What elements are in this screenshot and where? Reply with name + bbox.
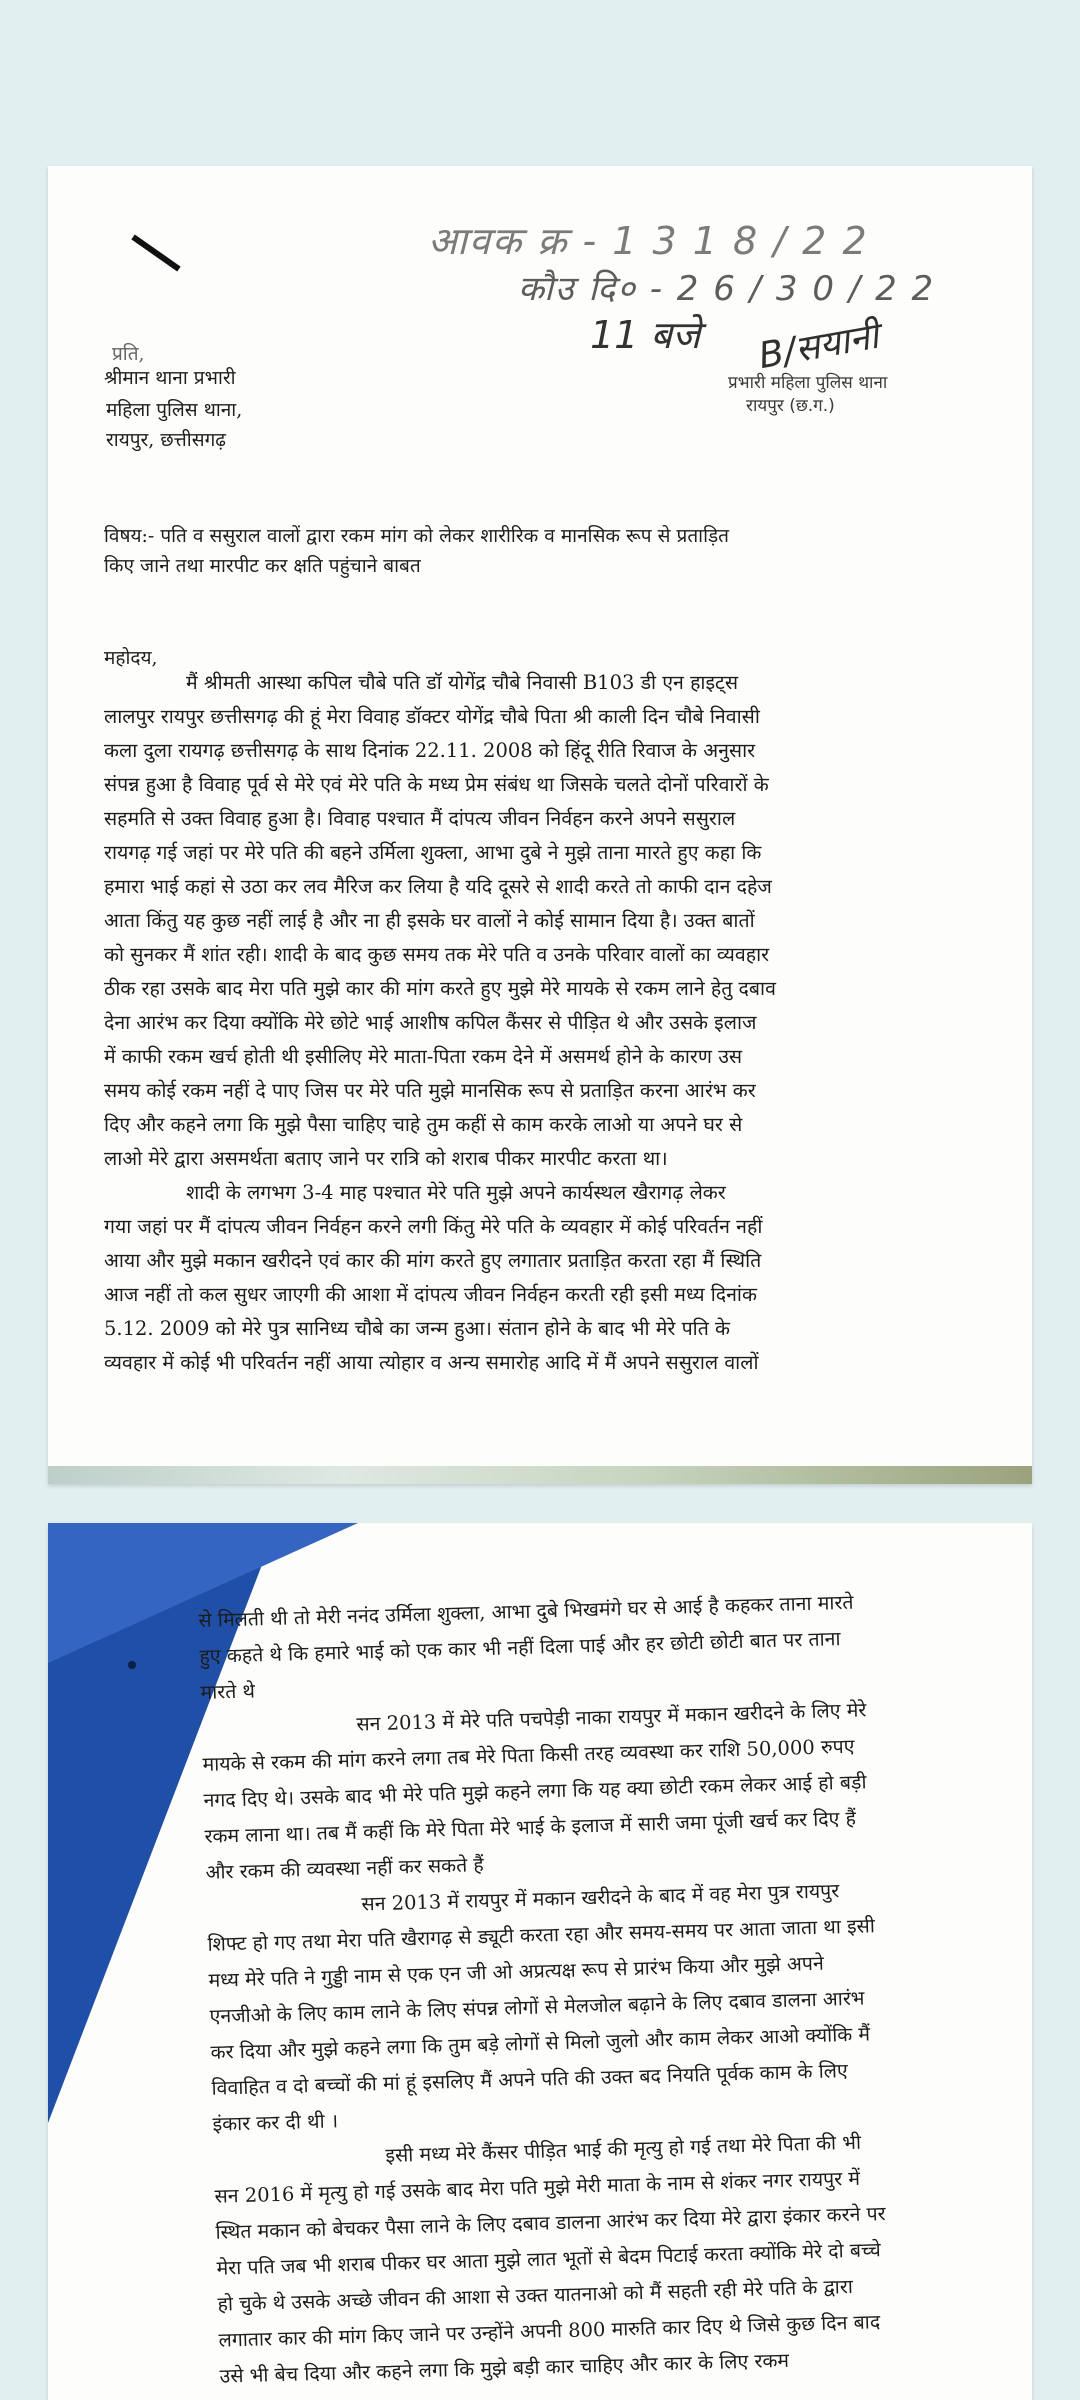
inward-date-handwriting: कौउ दि० - 2 6 / 3 0 / 2 2	[518, 269, 936, 309]
address-line-1: श्रीमान थाना प्रभारी	[104, 367, 236, 389]
body-line: ठीक रहा उसके बाद मेरा पति मुझे कार की मांग करते हुए मुझे मेरे मायके से रकम लाने हेतु दबाव	[104, 977, 776, 1000]
body-line: शादी के लगभग 3-4 माह पश्चात मेरे पति मुझे अपने कार्यस्थल खैरागढ़ लेकर	[186, 1181, 726, 1204]
body-line: कला दुला रायगढ़ छत्तीसगढ़ के साथ दिनांक 22.11. 2008 को हिंदू रीति रिवाज के अनुसार	[104, 739, 756, 762]
document-page-1	[48, 166, 1032, 1484]
subject-line-2: किए जाने तथा मारपीट कर क्षति पहुंचाने बाबत	[104, 555, 421, 577]
body-line: इंकार कर दी थी ।	[212, 2109, 339, 2136]
body-line: नगद दिए थे। उसके बाद भी मेरे पति मुझे कहने लगा कि यह क्या छोटी रकम लेकर आई हो बड़ी	[203, 1770, 867, 1812]
officer-signature: B/सयानी	[755, 315, 882, 378]
body-line: समय कोई रकम नहीं दे पाए जिस पर मेरे पति मुझे मानसिक रूप से प्रताड़ित करना आरंभ कर	[104, 1079, 756, 1102]
body-line: मारते थे	[200, 1679, 256, 1704]
body-line: सन 2016 में मृत्यु हो गई उसके बाद मेरा पति मुझे मेरी माता के नाम से शंकर नगर रायपुर में	[214, 2166, 861, 2208]
body-line: हुए कहते थे कि हमारे भाई को एक कार भी नहीं दिला पाई और हर छोटी छोटी बात पर ताना	[199, 1627, 841, 1668]
body-line: कर दिया और मुझे कहने लगा कि तुम बड़े लोगों से मिलो जुलो और काम लेकर आओ क्योंकि मैं	[210, 2022, 871, 2064]
letter-body-page-1	[104, 666, 864, 1380]
body-line: मैं श्रीमती आस्था कपिल चौबे पति डॉ योगेंद्र चौबे निवासी B103 डी एन हाइट्स	[186, 671, 739, 694]
body-line: आया और मुझे मकान खरीदने एवं कार की मांग करते हुए लगातार प्रताड़ित करता रहा मैं स्थिति	[104, 1249, 762, 1272]
body-line: सन 2013 में रायपुर में मकान खरीदने के बाद में वह मेरा पुत्र रायपुर	[361, 1879, 840, 1916]
address-line-3: रायपुर, छत्तीसगढ़	[106, 429, 226, 451]
body-line: शिफ्ट हो गए तथा मेरा पति खैरागढ़ से ड्यूटी करता रहा और समय-समय पर आता जाता था इसी	[207, 1914, 876, 1956]
body-line: संपन्न हुआ है विवाह पूर्व से मेरे एवं मेरे पति के मध्य प्रेम संबंध था जिसके चलते दोनों परिवारों के	[104, 773, 769, 796]
body-line: रकम लाना था। तब मैं कहीं कि मेरे पिता मेरे भाई के इलाज में सारी जमा पूंजी खर्च कर दिए हैं	[204, 1806, 857, 1848]
folder-rivet	[128, 1661, 136, 1669]
body-line: में काफी रकम खर्च होती थी इसीलिए मेरे माता-पिता रकम देने में असमर्थ होने के कारण उस	[104, 1045, 743, 1068]
body-line: देना आरंभ कर दिया क्योंकि मेरे छोटे भाई आशीष कपिल कैंसर से पीड़ित थे और उसके इलाज	[104, 1011, 757, 1034]
body-line: उसे भी बेच दिया और कहने लगा कि मुझे बड़ी कार चाहिए और कार के लिए रकम	[219, 2348, 790, 2388]
body-line: आज नहीं तो कल सुधर जाएगी की आशा में दांपत्य जीवन निर्वहन करती रही इसी मध्य दिनांक	[104, 1283, 757, 1306]
body-line: एनजीओ के लिए काम लाने के लिए संपन्न लोगों से मेलजोल बढ़ाने के लिए दबाव डालना आरंभ	[209, 1986, 865, 2028]
police-stamp-line2: रायपुर (छ.ग.)	[746, 396, 835, 416]
body-line: सन 2013 में मेरे पति पचपेड़ी नाका रायपुर में मकान खरीदने के लिए मेरे	[356, 1698, 867, 1736]
subject-line-1: विषय:- पति व ससुराल वालों द्वारा रकम मांग को लेकर शारीरिक व मानसिक रूप से प्रताड़ित	[104, 525, 730, 547]
body-line: हो चुके थे उसके अच्छे जीवन की आशा से उक्त यातनाओ को मैं सहती रही मेरे पति के द्वारा	[217, 2274, 854, 2316]
body-line: मेरा पति जब भी शराब पीकर घर आता मुझे लात भूतों से बेदम पिटाई करता क्योंकि मेरे दो बच्चे	[216, 2238, 882, 2280]
body-line: लाओ मेरे द्वारा असमर्थता बताए जाने पर रात्रि को शराब पीकर मारपीट करता था।	[104, 1147, 668, 1170]
time-handwriting: 11 बजे	[590, 313, 701, 357]
body-line: व्यवहार में कोई भी परिवर्तन नहीं आया त्योहार व अन्य समारोह आदि में मैं अपने ससुराल वालों	[104, 1351, 759, 1374]
body-line: गया जहां पर मैं दांपत्य जीवन निर्वहन करने लगी किंतु मेरे पति के व्यवहार में कोई परिवर्तन नहीं	[104, 1215, 763, 1238]
body-line: से मिलती थी तो मेरी ननंद उर्मिला शुक्ला, आभा दुबे भिखमंगे घर से आई है कहकर ताना मारते	[198, 1590, 854, 1632]
body-line: आता किंतु यह कुछ नहीं लाई है और ना ही इसके घर वालों ने कोई सामान दिया है। उक्त बातों	[104, 909, 755, 932]
inward-number-handwriting: आवक क्र - 1 3 1 8 / 2 2	[428, 219, 869, 263]
address-label: प्रति,	[112, 343, 145, 365]
salutation: महोदय,	[104, 647, 158, 669]
body-line: सहमति से उक्त विवाह हुआ है। विवाह पश्चात मैं दांपत्य जीवन निर्वहन करने अपने ससुराल	[104, 807, 736, 830]
body-line: लालपुर रायपुर छत्तीसगढ़ की हूं मेरा विवाह डॉक्टर योगेंद्र चौबे पिता श्री काली दिन चौबे निवासी	[104, 705, 760, 728]
body-line: और रकम की व्यवस्था नहीं कर सकते हैं	[205, 1853, 485, 1884]
police-stamp-line1: प्रभारी महिला पुलिस थाना	[728, 373, 888, 393]
letter-body-page-2	[198, 1582, 960, 2394]
body-line: 5.12. 2009 को मेरे पुत्र सानिध्य चौबे का जन्म हुआ। संतान होने के बाद भी मेरे पति के	[104, 1317, 730, 1340]
body-line: मायके से रकम की मांग करने लगा तब मेरे पिता किसी तरह व्यवस्था कर राशि 50,000 रुपए	[202, 1734, 855, 1776]
body-line: विवाहित व दो बच्चों की मां हूं इसलिए मैं अपने पति की उक्त बद नियति पूर्वक काम के लिए	[211, 2059, 849, 2100]
body-line: इसी मध्य मेरे कैंसर पीड़ित भाई की मृत्यु हो गई तथा मेरे पिता की भी	[385, 2130, 862, 2167]
document-page-2	[48, 1523, 1032, 2400]
body-line: दिए और कहने लगा कि मुझे पैसा चाहिए चाहे तुम कहीं से काम करके लाओ या अपने घर से	[104, 1113, 743, 1136]
body-line: रायगढ़ गई जहां पर मेरे पति की बहने उर्मिला शुक्ला, आभा दुबे ने मुझे ताना मारते हुए कहा कि	[104, 841, 762, 864]
body-line: हमारा भाई कहां से उठा कर लव मैरिज कर लिया है यदि दूसरे से शादी करते तो काफी दान दहेज	[104, 875, 772, 898]
scan-bottom-edge	[48, 1466, 1032, 1484]
body-line: स्थित मकान को बेचकर पैसा लाने के लिए दबाव डालना आरंभ कर दिया मेरे द्वारा इंकार करने पर	[215, 2202, 886, 2244]
pen-mark	[131, 234, 180, 271]
body-line: को सुनकर मैं शांत रही। शादी के बाद कुछ समय तक मेरे पति व उनके परिवार वालों का व्यवहार	[104, 943, 770, 966]
address-line-2: महिला पुलिस थाना,	[106, 399, 243, 421]
body-line: मध्य मेरे पति ने गुड्डी नाम से एक एन जी ओ अप्रत्यक्ष रूप से प्रारंभ किया और मुझे अपने	[208, 1951, 825, 1992]
body-line: लगातार कार की मांग किए जाने पर उन्होंने अपनी 800 मारुति कार दिए थे जिसे कुछ दिन बाद	[218, 2310, 881, 2352]
